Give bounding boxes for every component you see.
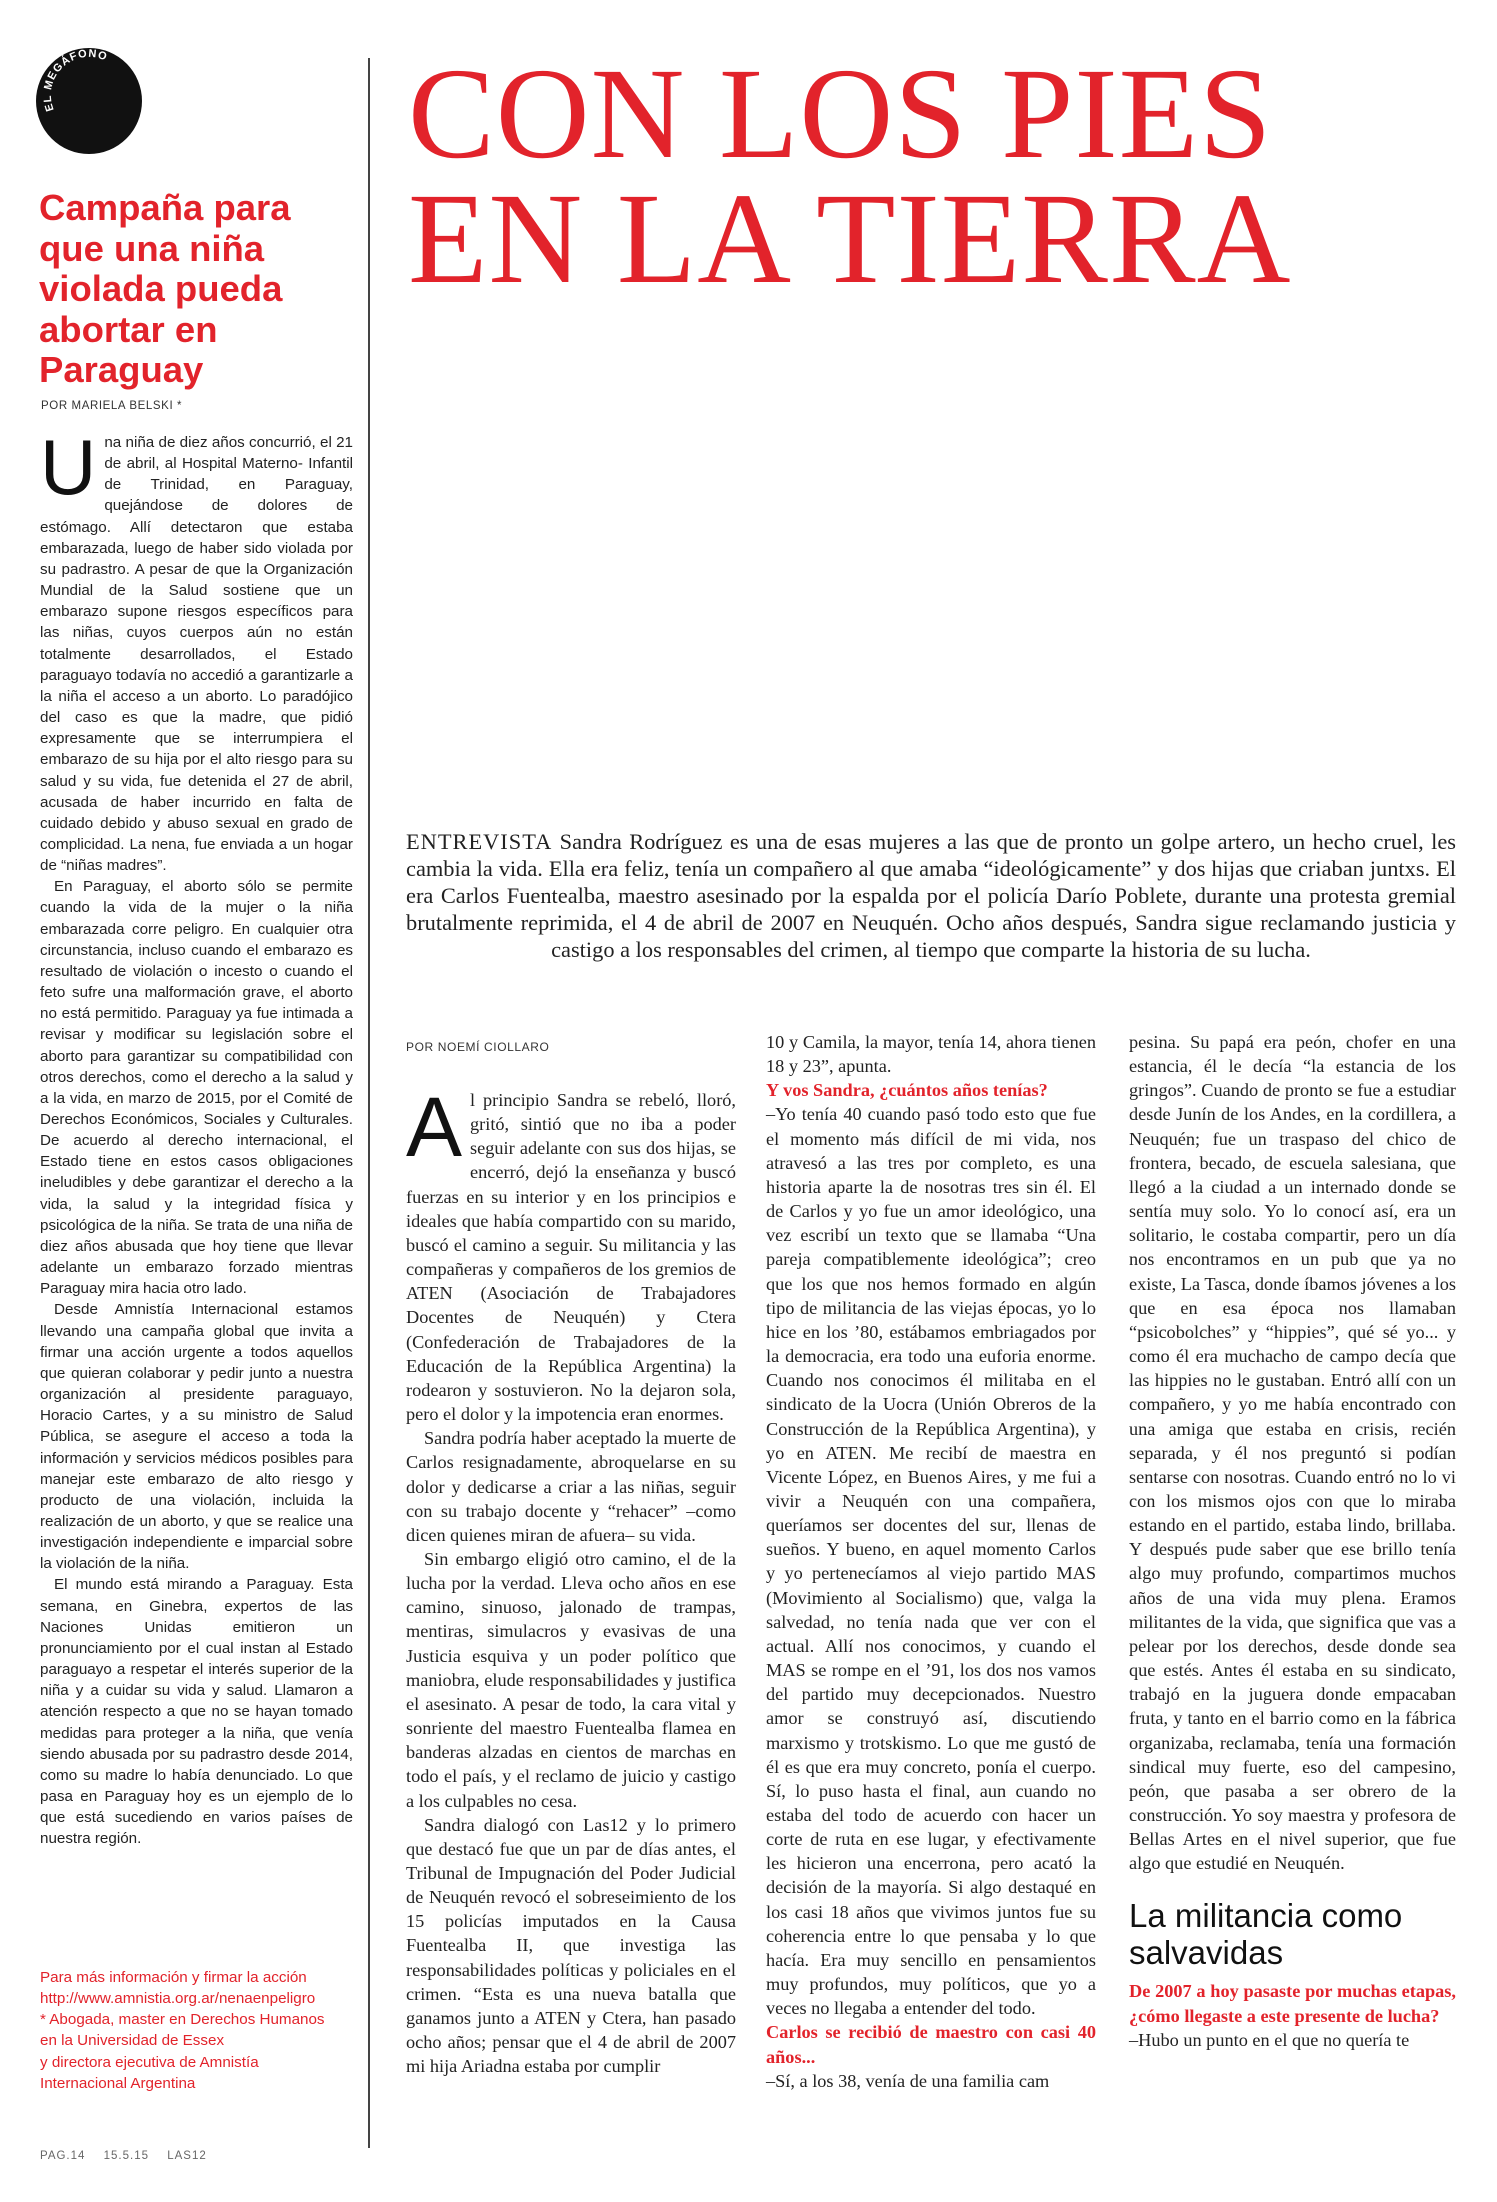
sidebar-note-line: Internacional Argentina <box>40 2074 196 2092</box>
interview-question: De 2007 a hoy pasaste por muchas etapas, ¿cómo llegaste a este presente de lucha? <box>1129 1981 1456 2026</box>
article-byline: POR NOEMÍ CIOLLARO <box>406 1040 550 1054</box>
badge-text-arc <box>36 48 142 154</box>
article-paragraph: Sin embargo eligió otro camino, el de la lucha por la verdad. Lleva ocho años en ese camino, sinuoso, jalonado de trampas, mentiras, simulacros y evasivas de una Justicia esquiva y un poder político que maniobra, elude responsabilidades y justifica el asesinato. A pesar de todo, la cara vital y sonriente del maestro Fuentealba flamea en banderas alzadas en cientos de marchas en todo el país, y el reclamo de juicio y castigo a los culpables no cesa. <box>406 1548 736 1811</box>
article-column-1 <box>406 1080 736 2078</box>
sidebar-note-line: y directora ejecutiva de Amnistía <box>40 2053 259 2071</box>
article-paragraph: Al principio Sandra se rebeló, lloró, gritó, sintió que no iba a poder seguir adelante con sus dos hijas, se encerró, dejó la enseñanza y buscó fuerzas en su interior y en los principios e ideales que había compartido con su marido, buscó el camino a seguir. Su militancia y las compañeras y compañeros de los gremios de ATEN (Asociación de Trabajadores Docentes de Neuquén) y Ctera (Confederación de Trabajadores de la Educación de la República Argentina) la rodearon y sostuvieron. No la dejaron sola, pero el dolor y la impotencia eran enormes. <box>406 1080 736 1425</box>
sidebar-body <box>40 423 353 1849</box>
interview-question: Carlos se recibió de maestro con casi 40 años... <box>766 2022 1096 2067</box>
interview-answer: –Hubo un punto en el que no quería te <box>1129 2029 1410 2050</box>
article-paragraph: pesina. Su papá era peón, chofer en una estancia, él le decía “la estancia de los gringos”. Cuando de pronto se fue a estudiar desde Junín de los Andes, en la cordillera, a Neuquén; fue un traspaso del chico de frontera, becado, de escuela salesiana, que llegó a la ciudad a un internado donde se sentía muy solo. Yo lo conocí así, era un solitario, le costaba compartir, pero un día nos encontramos en un pub que ya no existe, La Tasca, donde íbamos jóvenes a los que en esa época nos llamaban “psicobolches” y “hippies”, qué sé yo... y como él era muchacho de campo decía que las hippies no le gustaban. Entró allí con un compañero, y yo me había encontrado con una amiga que estaba en crisis, recién separada, y él nos preguntó si podían sentarse con nosotras. Cuando entró no lo vi con los mismos ojos con que lo miraba estando en el partido, estaba lindo, brillaba. Y después pude saber que ese brillo tenía algo muy profundo, compartimos muchos años de una vida muy plena. Eramos militantes de la vida, que significa que vas a pelear por los derechos, desde donde sea que estés. Antes él estaba en su sindicato, trabajó en la juguera donde empacaban fruta, y tanto en el barrio como en la fábrica organizaba, reclamaba, tenía una formación sindical muy fuerte, eso del campesino, peón, que pasaba a ser obrero de la construcción. Yo soy maestra y profesora de Bellas Artes en el nivel superior, que fue algo que estudié en Neuquén. <box>1129 1032 1456 1874</box>
article-paragraph: Sandra dialogó con Las12 y lo primero que destacó fue que un par de días antes, el Tribunal de Impugnación del Poder Judicial de Neuquén revocó el sobreseimiento de los 15 policías imputados en la Causa Fuentealba II, que investiga las responsabilidades políticas y policiales en el crimen. “Esta es una nueva batalla que ganamos junto a ATEN y Ctera, han pasado ocho años; pensar que el 4 de abril de 2007 mi hija Ariadna estaba por cumplir <box>406 1814 736 2077</box>
lead-text: Sandra Rodríguez es una de esas mujeres a las que de pronto un golpe artero, un hecho cruel, les cambia la vida. Ella era feliz, tenía un compañero al que amaba “ideológicamente” y dos hijas que criaban juntxs. El era Carlos Fuentealba, maestro asesinado por la espalda por el policía Darío Poblete, durante una protesta gremial brutalmente reprimida, el 4 de abril de 2007 en Neuquén. Ocho años después, Sandra sigue reclamando justicia y castigo a los responsables del crimen, al tiempo que comparte la historia de su lucha. <box>406 829 1456 962</box>
interview-question: Y vos Sandra, ¿cuántos años tenías? <box>766 1080 1048 1101</box>
article-headline <box>408 42 1292 311</box>
article-paragraph: Sandra podría haber aceptado la muerte de Carlos resignadamente, abroquelarse en su dolor y dedicarse a criar a las niñas, seguir con su trabajo docente y “rehacer” –como dicen quienes miran de afuera– su vida. <box>406 1428 736 1545</box>
sidebar-note-line: en la Universidad de Essex <box>40 2032 225 2050</box>
sidebar-paragraph: En Paraguay, el aborto sólo se permite cuando la vida de la mujer o la niña embarazada corre peligro. En cualquier otra circunstancia, incluso cuando el embarazo es resultado de violación o incesto o cuando el feto sufre una malformación grave, el aborto no está permitido. Paraguay ya fue intimada a revisar y modificar su legislación sobre el aborto para garantizar su compatibilidad con otros derechos, como el derecho a la salud y a la vida, en marzo de 2015, por el Comité de Derechos Económicos, Sociales y Culturales. De acuerdo al derecho internacional, el Estado tiene en estos casos obligaciones ineludibles y debe garantizar el derecho a la vida, la salud y la integridad física y psicológica de la niña. Se trata de una niña de diez años abusada que hoy tiene que llevar adelante un embarazo forzado mientras Paraguay mira hacia otro lado. <box>40 878 353 1298</box>
interview-answer: –Sí, a los 38, venía de una familia cam <box>766 2070 1050 2091</box>
interview-answer: –Yo tenía 40 cuando pasó todo esto que fue el momento más difícil de mi vida, nos atravesó a las tres por completo, es una historia aparte la de nosotras tres sin él. El de Carlos y yo fue un amor ideológico, una vez escribí un texto que se llamaba “Una pareja compatiblemente ideológica”; creo que los que nos hemos formado en algún tipo de militancia de las viejas épocas, yo lo hice en los ’80, estábamos embriagados por la democracia, era todo una euforia enorme. Cuando nos conocimos él militaba en el sindicato de la Uocra (Unión Obreros de la Construcción de la República Argentina), y yo en ATEN. Me recibí de maestra en Vicente López, en Buenos Aires, y me fui a vivir a Neuquén con una compañera, queríamos ser docentes del sur, llenas de sueños. Y bueno, en aquel momento Carlos y yo pertenecíamos al viejo partido MAS (Movimiento al Socialismo) que, valga la salvedad, no tenía nada que ver con el actual. Allí nos conocimos, y cuando el MAS se rompe en el ’91, los dos nos vamos del partido muy decepcionados. Nuestro amor se construyó así, discutiendo marxismo y trotskismo. Lo que me gustó de él es que era muy concreto, ponía el cuerpo. Sí, lo puso hasta el final, aun cuando no estaba del todo de acuerdo con hacer un corte de ruta en ese lugar, y efectivamente les hicieron una encerrona, pero acató la decisión de la mayoría. Si algo destaqué en los casi 18 años que vivimos juntos fue su coherencia entre lo que pensaba y lo que hacía. Era muy sencillo en pensamientos muy profundos, muy políticos, que yo a veces no llegaba a entender del todo. <box>766 1104 1096 2019</box>
column-divider <box>368 58 370 2148</box>
sidebar-paragraph: Una niña de diez años concurrió, el 21 de abril, al Hospital Materno- Infantil de Trinidad, en Paraguay, quejándose de dolores de estómago. Allí detectaron que estaba embarazada, luego de haber sido violada por su padrastro. A pesar de que la Organización Mundial de la Salud sostiene que un embarazo supone riesgos específicos para las niñas, cuyos cuerpos aún no están totalmente desarrollados, el Estado paraguayo todavía no accedió a garantizarle a la niña el acceso a un aborto. Lo paradójico del caso es que la madre, que pidió expresamente que se interrumpiera el embarazo de su hija por el alto riesgo para su salud y su vida, fue detenida el 27 de abril, acusada de haber incurrido en falta de cuidado debido y abuso sexual en grado de complicidad. La nena, fue enviada a un hogar de “niñas madres”. <box>40 423 353 875</box>
section-name: LAS12 <box>167 2150 207 2162</box>
headline-line-2: EN LA TIERRA <box>408 167 1292 311</box>
issue-date: 15.5.15 <box>103 2150 149 2162</box>
article-column-3 <box>1129 1030 1456 2052</box>
sidebar-notes <box>40 1967 360 2094</box>
sidebar-byline: POR MARIELA BELSKI * <box>41 400 183 412</box>
section-subheading: La militancia como salvavidas <box>1129 1897 1403 1972</box>
page-footer <box>40 2150 221 2162</box>
article-column-2 <box>766 1030 1096 2093</box>
sidebar-note-line: Para más información y firmar la acción <box>40 1969 307 1986</box>
article-lead <box>406 828 1456 963</box>
amnistia-link[interactable]: http://www.amnistia.org.ar/nenaenpeligro <box>40 1990 316 2008</box>
sidebar-paragraph: El mundo está mirando a Paraguay. Esta semana, en Ginebra, expertos de las Naciones Unidas emitieron un pronunciamiento por el cual instan al Estado paraguayo a respetar el interés superior de la niña y a cuidar su vida y salud. Llamaron a atención respecto a que no se hayan tomado medidas para proteger a la niña, que venía siendo abusada por su padrastro desde 2014, como su madre lo había denunciado. Lo que pasa en Paraguay hoy es un ejemplo de lo que está sucediendo en varios países de nuestra región. <box>40 1576 353 1848</box>
el-megafono-badge <box>36 48 142 154</box>
page-number: PAG.14 <box>40 2150 86 2162</box>
lead-kicker: ENTREVISTA <box>406 829 553 854</box>
badge-label: EL MEGÁFONO <box>41 48 110 113</box>
sidebar-paragraph: Desde Amnistía Internacional estamos llevando una campaña global que invita a firmar una acción urgente a todos aquellos que quieran colaborar y pedir junto a nuestra organización al presidente paraguayo, Horacio Cartes, y a su ministro de Salud Pública, se asegure el acceso a toda la información y servicios médicos posibles para manejar este embarazo de alto riesgo y producto de una violación, incluida la realización de un aborto, y que se realice una investigación independiente e imparcial sobre la violación de la niña. <box>40 1301 353 1573</box>
svg-text:EL MEGÁFONO <box>42 48 109 113</box>
article-dropcap: A <box>406 1080 463 1174</box>
sidebar-dropcap: U <box>40 423 97 511</box>
sidebar-note-line: * Abogada, master en Derechos Humanos <box>40 2011 325 2029</box>
headline-line-1: CON LOS PIES <box>408 42 1273 186</box>
sidebar-title: Campaña para que una niña violada pueda abortar en Paraguay <box>39 187 291 390</box>
article-paragraph: 10 y Camila, la mayor, tenía 14, ahora tienen 18 y 23”, apunta. <box>766 1032 1096 1077</box>
